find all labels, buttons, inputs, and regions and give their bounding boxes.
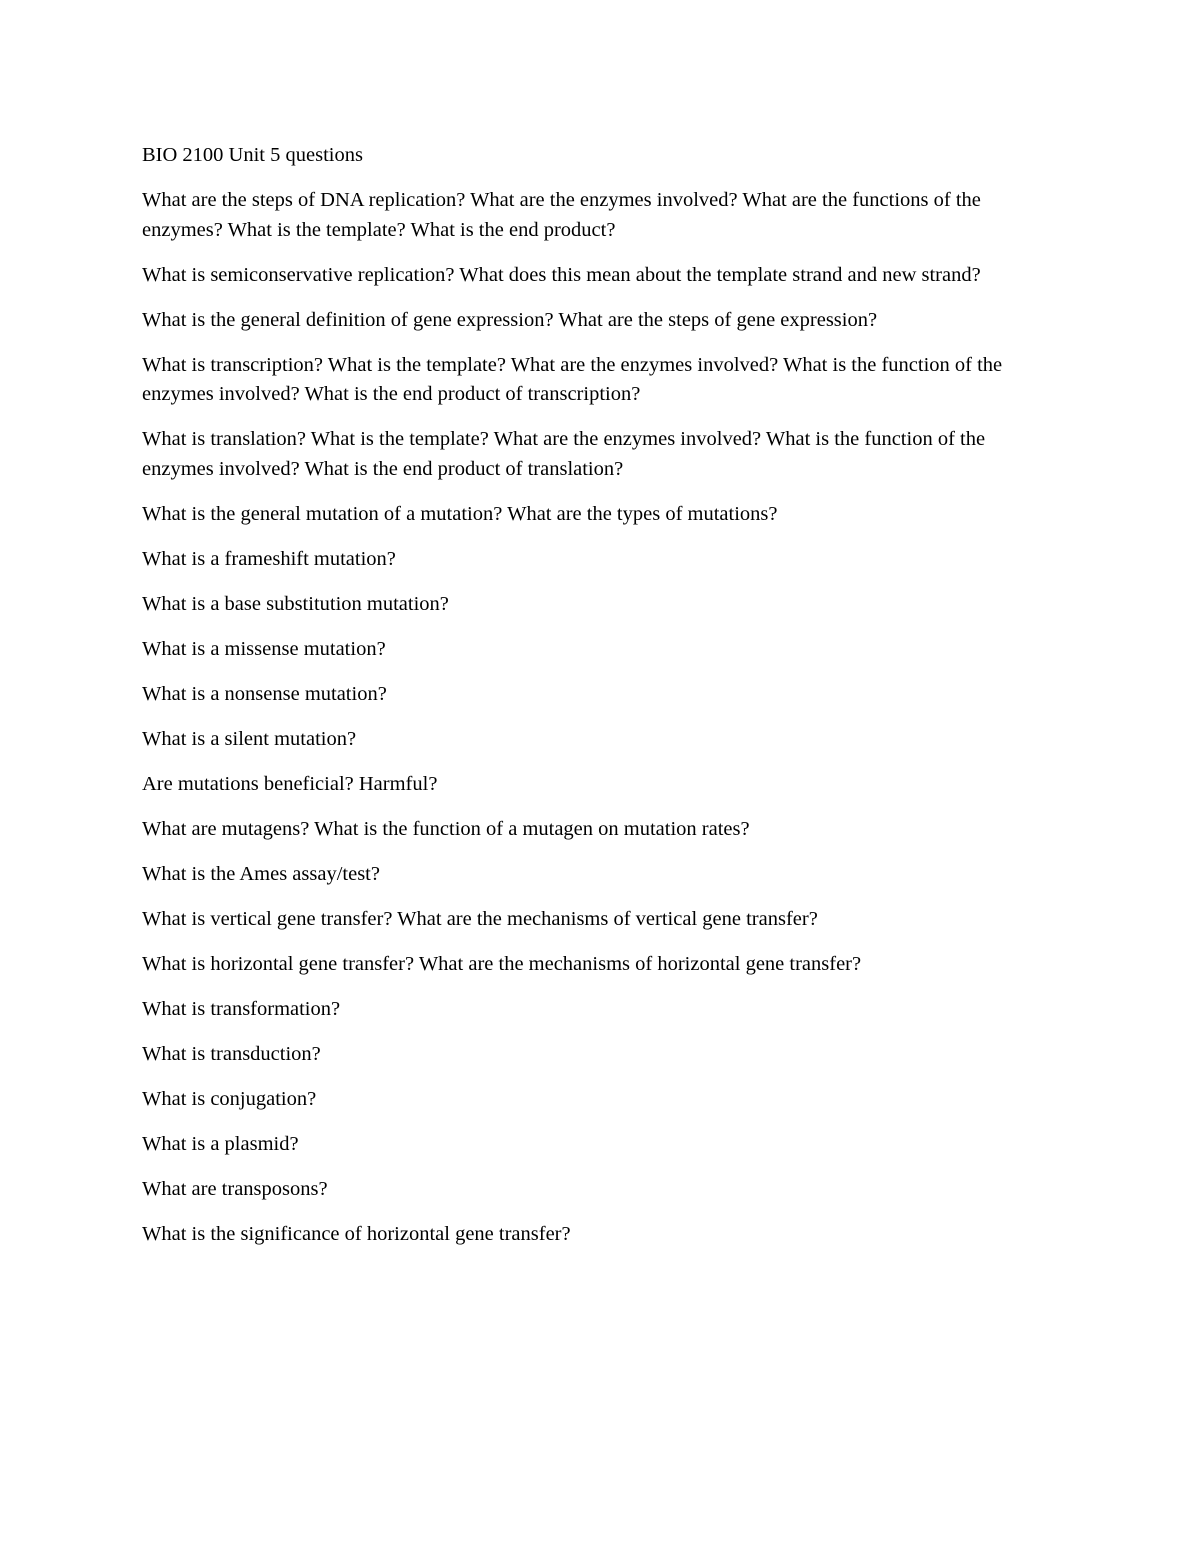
question-13: What are mutagens? What is the function of a mutagen on mutation rates? bbox=[142, 817, 750, 840]
question-8: What is a base substitution mutation? bbox=[142, 592, 449, 615]
question-4: What is transcription? What is the template? What are the enzymes involved? What is the function of the enzymes involved? What is the end product of transcription? bbox=[142, 353, 1003, 405]
question-16: What is horizontal gene transfer? What are the mechanisms of horizontal gene transfer? bbox=[142, 952, 862, 975]
question-6: What is the general mutation of a mutation? What are the types of mutations? bbox=[142, 502, 778, 525]
question-14: What is the Ames assay/test? bbox=[142, 862, 380, 885]
question-5: What is translation? What is the template? What are the enzymes involved? What is the function of the enzymes involved? What is the end product of translation? bbox=[142, 428, 986, 480]
question-18: What is transduction? bbox=[142, 1042, 321, 1065]
question-10: What is a nonsense mutation? bbox=[142, 682, 387, 705]
question-2: What is semiconservative replication? What does this mean about the template strand and new strand? bbox=[142, 263, 981, 286]
question-15: What is vertical gene transfer? What are the mechanisms of vertical gene transfer? bbox=[142, 907, 818, 930]
question-3: What is the general definition of gene expression? What are the steps of gene expression? bbox=[142, 308, 878, 331]
question-9: What is a missense mutation? bbox=[142, 637, 386, 660]
question-1: What are the steps of DNA replication? What are the enzymes involved? What are the functions of the enzymes? What is the template? What is the end product? bbox=[142, 189, 981, 241]
question-17: What is transformation? bbox=[142, 997, 341, 1020]
question-20: What is a plasmid? bbox=[142, 1132, 299, 1155]
question-19: What is conjugation? bbox=[142, 1087, 317, 1110]
question-12: Are mutations beneficial? Harmful? bbox=[142, 772, 438, 795]
question-11: What is a silent mutation? bbox=[142, 727, 357, 750]
question-7: What is a frameshift mutation? bbox=[142, 547, 396, 570]
question-21: What are transposons? bbox=[142, 1177, 328, 1200]
document-title: BIO 2100 Unit 5 questions bbox=[142, 144, 363, 166]
question-22: What is the significance of horizontal gene transfer? bbox=[142, 1222, 571, 1245]
document-body bbox=[142, 141, 1057, 1265]
